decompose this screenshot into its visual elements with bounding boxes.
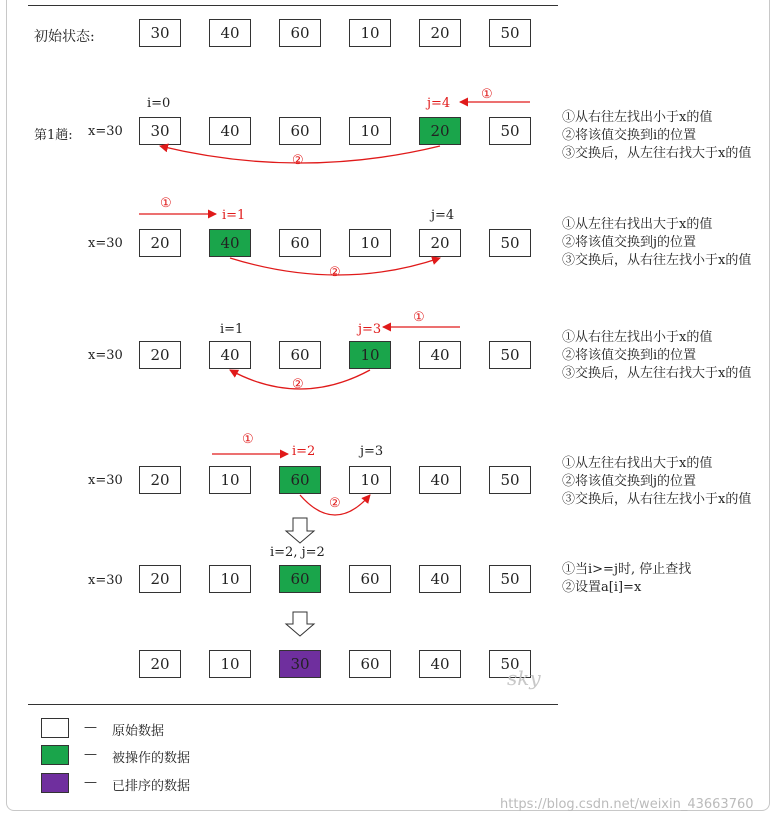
note-line: ①从右往左找出小于x的值 [562, 330, 713, 345]
step3-cell: 60 [279, 341, 321, 369]
note-line: ①从右往左找出小于x的值 [562, 110, 713, 125]
ij-index-label: i=2, j=2 [270, 545, 325, 560]
step4-cell: 20 [139, 466, 181, 494]
note-line: ①从左往右找出大于x的值 [562, 456, 713, 471]
j-index-label: j=4 [427, 96, 451, 111]
step-1-marker: ① [481, 87, 493, 102]
x-value-label: x=30 [88, 573, 123, 588]
j-index-label: j=4 [431, 208, 455, 223]
j-index-label: j=3 [358, 322, 382, 337]
pass-label: 第1趟: [34, 128, 73, 143]
i-index-label: i=0 [147, 96, 171, 111]
step3-cell-operated: 10 [349, 341, 391, 369]
step1-cell-operated: 20 [419, 117, 461, 145]
step4-cell: 10 [209, 466, 251, 494]
swap-arrow [160, 146, 440, 163]
step5-cell: 20 [139, 565, 181, 593]
step-2-marker: ② [329, 265, 341, 280]
x-value-label: x=30 [88, 124, 123, 139]
step1-cell: 40 [209, 117, 251, 145]
step1-cell: 60 [279, 117, 321, 145]
step5-cell: 10 [209, 565, 251, 593]
step4-cell: 50 [489, 466, 531, 494]
step-1-marker: ① [242, 432, 254, 447]
down-arrow-icon [286, 612, 314, 636]
final-cell: 60 [349, 650, 391, 678]
step-2-marker: ② [292, 377, 304, 392]
swap-arrow [230, 258, 440, 275]
step5-cell: 60 [349, 565, 391, 593]
step-1-marker: ① [413, 310, 425, 325]
note-line: ②将该值交换到j的位置 [562, 235, 697, 250]
initial-cell: 10 [349, 19, 391, 47]
step3-cell: 40 [419, 341, 461, 369]
source-url: https://blog.csdn.net/weixin_43663760 [500, 797, 754, 812]
note-line: ②将该值交换到i的位置 [562, 348, 697, 363]
x-value-label: x=30 [88, 236, 123, 251]
note-line: ②将该值交换到i的位置 [562, 128, 697, 143]
watermark: sky [507, 666, 541, 690]
step2-cell-operated: 40 [209, 229, 251, 257]
note-line: ②设置a[i]=x [562, 580, 642, 595]
i-index-label: i=1 [222, 208, 246, 223]
step4-cell: 40 [419, 466, 461, 494]
initial-cell: 60 [279, 19, 321, 47]
legend-dash: — [84, 775, 97, 790]
i-index-label: i=2 [292, 444, 316, 459]
initial-cell: 40 [209, 19, 251, 47]
step2-cell: 60 [279, 229, 321, 257]
step1-cell: 50 [489, 117, 531, 145]
down-arrow-icon [286, 518, 314, 543]
final-cell: 40 [419, 650, 461, 678]
step1-cell: 10 [349, 117, 391, 145]
note-line: ③交换后，从左往右找大于x的值 [562, 146, 752, 161]
legend-text: 被操作的数据 [112, 751, 191, 766]
final-cell: 20 [139, 650, 181, 678]
step2-cell: 20 [139, 229, 181, 257]
i-index-label: i=1 [220, 322, 244, 337]
j-index-label: j=3 [360, 444, 384, 459]
note-line: ②将该值交换到j的位置 [562, 474, 697, 489]
initial-cell: 30 [139, 19, 181, 47]
step5-cell: 50 [489, 565, 531, 593]
step2-cell: 50 [489, 229, 531, 257]
legend-text: 原始数据 [112, 724, 165, 739]
step3-cell: 50 [489, 341, 531, 369]
swap-arrow [300, 495, 370, 515]
step5-cell-operated: 60 [279, 565, 321, 593]
note-line: ③交换后，从右往左找小于x的值 [562, 492, 752, 507]
step4-cell: 10 [349, 466, 391, 494]
note-line: ③交换后，从左往右找大于x的值 [562, 366, 752, 381]
x-value-label: x=30 [88, 348, 123, 363]
initial-label: 初始状态: [34, 29, 95, 45]
final-cell: 50 [489, 650, 531, 678]
note-line: ①当i>=j时, 停止查找 [562, 562, 692, 577]
step4-cell-operated: 60 [279, 466, 321, 494]
step3-cell: 20 [139, 341, 181, 369]
legend-text: 已排序的数据 [112, 779, 191, 794]
final-cell: 10 [209, 650, 251, 678]
initial-cell: 50 [489, 19, 531, 47]
legend-dash: — [84, 720, 97, 735]
step2-cell: 20 [419, 229, 461, 257]
initial-cell: 20 [419, 19, 461, 47]
final-cell-sorted: 30 [279, 650, 321, 678]
step2-cell: 10 [349, 229, 391, 257]
x-value-label: x=30 [88, 473, 123, 488]
step1-cell: 30 [139, 117, 181, 145]
legend-dash: — [84, 747, 97, 762]
step3-cell: 40 [209, 341, 251, 369]
step-1-marker: ① [160, 196, 172, 211]
note-line: ①从左往右找出大于x的值 [562, 217, 713, 232]
step-2-marker: ② [329, 496, 341, 511]
note-line: ③交换后，从右往左找小于x的值 [562, 253, 752, 268]
step5-cell: 40 [419, 565, 461, 593]
step-2-marker: ② [292, 153, 304, 168]
swap-arrow [230, 370, 370, 389]
